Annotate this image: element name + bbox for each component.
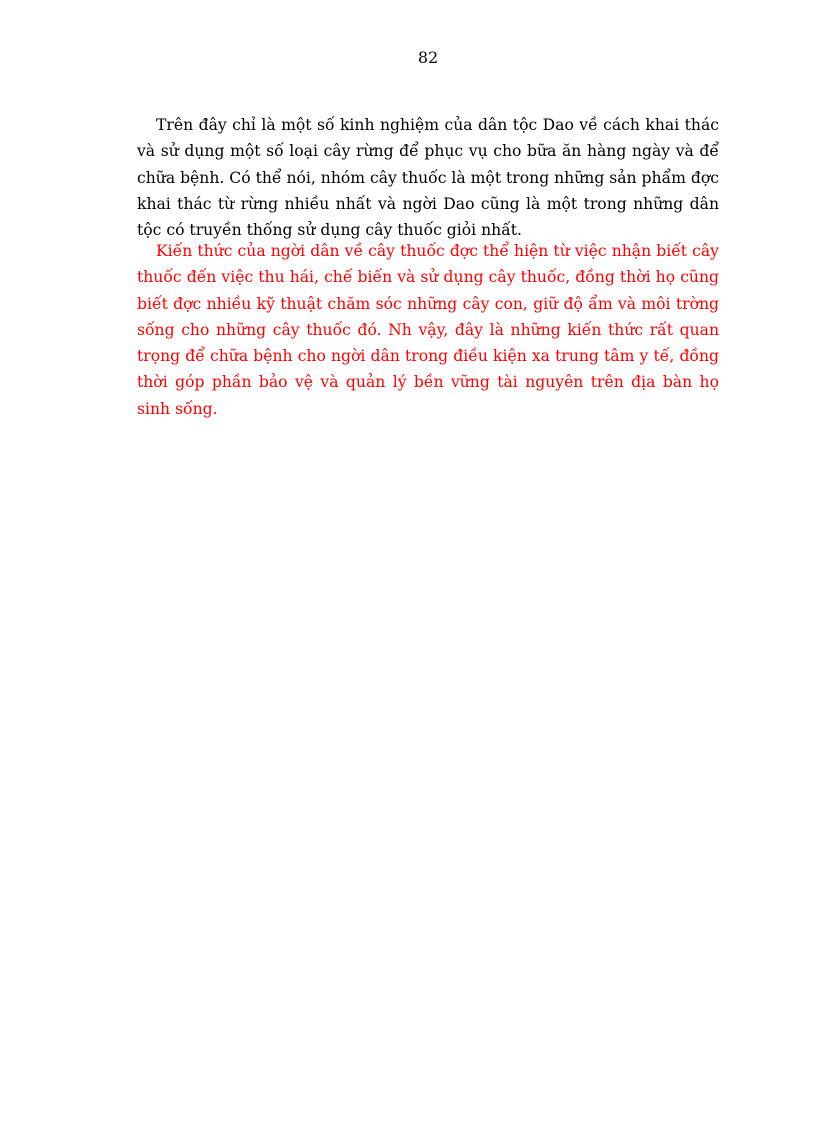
- paragraph-dao-experience: Trên đây chỉ là một số kinh nghiệm của dân tộc Dao về cách khai thác và sử dụng một số loại cây rừng để phục vụ cho bữa ăn hàng ngày và để chữa bệnh. Có thể nói, nhóm cây thuốc là một trong những sản phẩm đợc khai thác từ rừng nhiều nhất và ngời Dao cũng là một trong những dân tộc có truyền thống sử dụng cây thuốc giỏi nhất.: [137, 116, 719, 240]
- page-number: 82: [417, 48, 439, 67]
- paragraph-medicinal-knowledge: Kiến thức của ngời dân về cây thuốc đợc thể hiện từ việc nhận biết cây thuốc đến việc thu hái, chế biến và sử dụng cây thuốc, đồng thời họ cũng biết đợc nhiều kỹ thuật chăm sóc những cây con, giữ độ ẩm và môi trờng sống cho những cây thuốc đó. Nh vậy, đây là những kiến thức rất quan trọng để chữa bệnh cho ngời dân trong điều kiện xa trung tâm y tế, đồng thời góp phần bảo vệ và quản lý bền vững tài nguyên trên địa bàn họ sinh sống.: [137, 242, 719, 418]
